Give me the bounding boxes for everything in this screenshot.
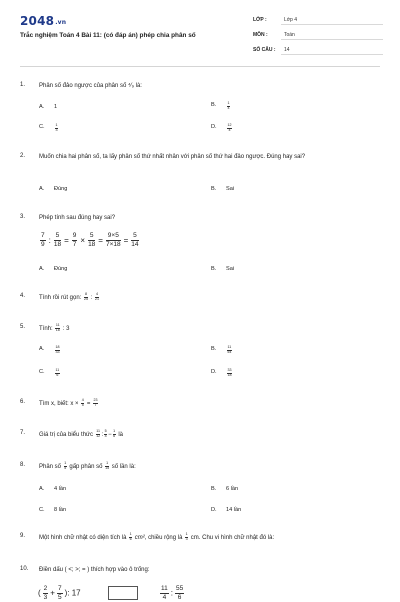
question-number: 5. xyxy=(20,324,26,330)
option-value: Đúng xyxy=(54,266,68,272)
meta-class xyxy=(253,15,383,25)
fraction: $\frac{7}{5}$ xyxy=(57,585,62,601)
meta-count-value: 14 xyxy=(284,47,290,53)
fraction: $\frac{9\times 5}{7\times 18}$ xyxy=(105,232,121,248)
fraction: $\frac{11}{54}$ xyxy=(227,345,232,354)
comparison-answer-box[interactable] xyxy=(108,586,138,600)
fraction: $\frac{4}{5}$ xyxy=(81,398,84,407)
option-label: A. xyxy=(39,266,45,272)
fraction: $\frac{1}{5}$ xyxy=(64,461,67,470)
meta-count-label: SỐ CÂU : xyxy=(253,47,276,53)
option-value: Đúng xyxy=(54,186,68,192)
right-expression: $\frac{11}{4}$ : $\frac{55}{6}$ xyxy=(161,585,184,601)
option-label: C. xyxy=(39,124,45,130)
fraction: $\frac{8}{25}$ xyxy=(84,292,89,301)
option-value: 4 lần xyxy=(54,486,67,492)
fraction: $\frac{2}{3}$ xyxy=(43,585,48,601)
question-number: 2. xyxy=(20,153,26,159)
option-value: 1 xyxy=(54,104,58,110)
meta-count xyxy=(253,45,383,55)
fraction: $\frac{12}{4}$ xyxy=(227,123,232,132)
meta-subject-value: Toán xyxy=(284,32,295,38)
question-text: Phép tính sau đúng hay sai? xyxy=(39,215,116,221)
fraction: $\frac{5}{18}$ xyxy=(53,232,62,248)
option-label: D. xyxy=(211,507,217,513)
option-label: A. xyxy=(39,104,45,110)
option-label: C. xyxy=(39,369,45,375)
meta-underline xyxy=(281,54,383,55)
math-expression: $\frac{7}{9}$ : $\frac{5}{18}$ = $\frac{9}{7}$ × $\frac{5}{18}$ = $\frac{9\times 5}{7\times 18}$ = $\frac{5}{14}$ xyxy=(41,232,139,248)
option-value: Sai xyxy=(226,186,235,192)
header-divider xyxy=(20,66,380,67)
option-value: 14 lần xyxy=(226,507,242,513)
fraction: $\frac{1}{3}$ xyxy=(55,123,58,132)
question-text: Tìm x, biết: x × $\frac{4}{5}$ = $\frac{23}{7}$ xyxy=(39,398,98,407)
option-label: C. xyxy=(39,507,45,513)
left-expression: ( $\frac{2}{3}$ + $\frac{7}{5}$ ): 17 xyxy=(38,585,81,601)
header xyxy=(0,0,400,62)
option-value: Sai xyxy=(226,266,235,272)
meta-subject-label: MÔN : xyxy=(253,32,268,38)
option-label: A. xyxy=(39,186,45,192)
option-label: D. xyxy=(211,124,217,130)
question-number: 3. xyxy=(20,214,26,220)
option-label: A. xyxy=(39,486,45,492)
question-text: Muốn chia hai phân số, ta lấy phân số thứ nhất nhân với phân số thứ hai đảo ngược. Đúng hay sai? xyxy=(39,154,306,160)
question-number: 4. xyxy=(20,293,26,299)
fraction: $\frac{5}{14}$ xyxy=(131,232,139,248)
fraction: $\frac{11}{4}$ xyxy=(161,585,168,601)
option-label: D. xyxy=(211,369,217,375)
fraction: $\frac{55}{6}$ xyxy=(175,585,184,601)
question-number: 9. xyxy=(20,533,26,539)
question-number: 6. xyxy=(20,399,26,405)
option-label: B. xyxy=(211,346,217,352)
question-text: Một hình chữ nhật có diện tích là $\frac{1}{6}$ cm², chiều rộng là $\frac{1}{3}$ cm. Chu vi hình chữ nhật đó là: xyxy=(39,532,275,541)
fraction: $\frac{9}{7}$ xyxy=(72,232,77,248)
fraction: $\frac{1}{15}$ xyxy=(105,461,110,470)
question-text: Điền dấu ( <; >; = ) thích hợp vào ô trống: xyxy=(39,567,150,573)
fraction: $\frac{11}{6}$ xyxy=(55,368,60,377)
fraction: $\frac{4}{21}$ xyxy=(95,292,100,301)
fraction: $\frac{11}{12}$ xyxy=(96,429,101,438)
fraction: $\frac{1}{4}$ xyxy=(227,101,230,110)
question-text: Phân số $\frac{1}{5}$ gấp phân số $\frac{1}{15}$ số lần là: xyxy=(39,461,136,470)
logo-suffix: .vn xyxy=(55,19,67,26)
fraction: $\frac{1}{6}$ xyxy=(129,532,132,541)
meta-class-value: Lớp 4 xyxy=(284,17,298,23)
fraction: $\frac{23}{7}$ xyxy=(93,398,98,407)
question-number: 1. xyxy=(20,82,26,88)
fraction: $\frac{5}{4}$ xyxy=(104,429,107,438)
meta-subject xyxy=(253,30,383,40)
option-label: B. xyxy=(211,186,217,192)
fraction: $\frac{1}{3}$ xyxy=(185,532,188,541)
option-label: B. xyxy=(211,486,217,492)
option-value: 6 lần xyxy=(226,486,239,492)
fraction: $\frac{11}{18}$ xyxy=(55,323,60,332)
fraction: $\frac{7}{9}$ xyxy=(41,232,45,248)
question-text: Phân số đảo ngược của phân số ⁴⁄₉ là: xyxy=(39,83,142,89)
question-number: 8. xyxy=(20,462,26,468)
question-number: 7. xyxy=(20,430,26,436)
question-number: 10. xyxy=(20,566,29,572)
meta-class-label: LỚP : xyxy=(253,17,267,23)
page-title: Trắc nghiệm Toán 4 Bài 11: (có đáp án) phép chia phân số xyxy=(20,32,196,39)
question-text: Giá trị của biểu thức $\frac{11}{12}$ : $\frac{5}{4}$ − $\frac{1}{6}$ là xyxy=(39,429,123,438)
option-label: B. xyxy=(211,266,217,272)
meta-underline xyxy=(281,39,383,40)
option-label: A. xyxy=(39,346,45,352)
fraction: $\frac{33}{18}$ xyxy=(227,368,232,377)
question-text: Tính rồi rút gọn: $\frac{8}{25}$ : $\frac{4}{21}$ xyxy=(39,292,100,301)
site-logo[interactable] xyxy=(20,14,66,28)
fraction: $\frac{1}{6}$ xyxy=(113,429,116,438)
fraction: $\frac{18}{33}$ xyxy=(55,345,60,354)
option-value: 8 lần xyxy=(54,507,67,513)
logo-main: 2048 xyxy=(20,14,55,28)
question-text: Tính: $\frac{11}{18}$ : 3 xyxy=(39,323,70,332)
option-label: B. xyxy=(211,102,217,108)
fraction: $\frac{5}{18}$ xyxy=(88,232,96,248)
meta-underline xyxy=(281,24,383,25)
